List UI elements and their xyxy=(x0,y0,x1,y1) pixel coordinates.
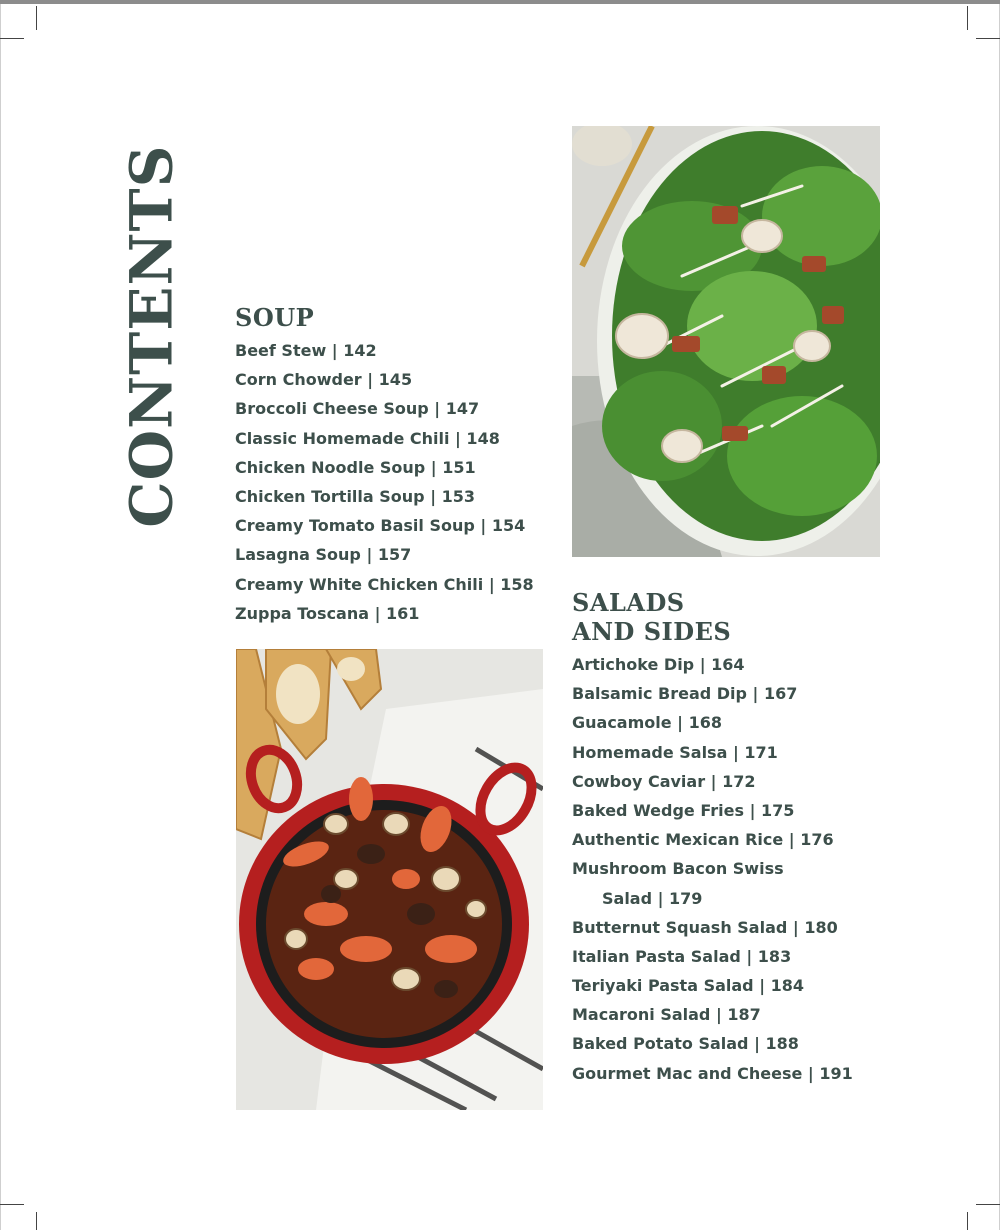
toc-entry[interactable]: Macaroni Salad | 187 xyxy=(572,1005,761,1025)
contents-title-text: CONTENTS xyxy=(118,143,187,528)
toc-entry[interactable]: Guacamole | 168 xyxy=(572,713,722,733)
stew-photo xyxy=(236,649,543,1110)
toc-entry[interactable]: Broccoli Cheese Soup | 147 xyxy=(235,399,480,419)
soup-heading: SOUP xyxy=(235,303,315,332)
toc-entry[interactable]: Corn Chowder | 145 xyxy=(235,370,413,390)
toc-entry[interactable]: Classic Homemade Chili | 148 xyxy=(235,428,500,448)
crop-mark xyxy=(0,1204,24,1205)
crop-mark xyxy=(976,38,1000,39)
soup-list xyxy=(235,340,534,632)
toc-entry[interactable]: Authentic Mexican Rice | 176 xyxy=(572,830,834,850)
crop-mark xyxy=(967,6,968,30)
toc-entry[interactable]: Beef Stew | 142 xyxy=(235,341,377,360)
toc-entry[interactable]: Mushroom Bacon Swiss xyxy=(572,859,784,879)
crop-mark xyxy=(36,1212,37,1230)
toc-entry[interactable]: Balsamic Bread Dip | 167 xyxy=(572,684,798,704)
toc-entry[interactable]: Chicken Noodle Soup | 151 xyxy=(235,457,476,477)
viewer-top-bar xyxy=(0,0,1000,4)
crop-mark xyxy=(36,6,37,30)
toc-entry[interactable]: Artichoke Dip | 164 xyxy=(572,655,745,674)
toc-entry[interactable]: Baked Potato Salad | 188 xyxy=(572,1034,799,1054)
page-border-left xyxy=(0,4,1,1230)
crop-mark xyxy=(976,1204,1000,1205)
toc-entry[interactable]: Gourmet Mac and Cheese | 191 xyxy=(572,1063,853,1083)
salads-heading xyxy=(572,588,731,646)
toc-entry[interactable]: Homemade Salsa | 171 xyxy=(572,742,778,762)
salads-heading-line1: SALADS xyxy=(572,588,685,617)
salads-list xyxy=(572,654,853,1092)
salads-heading-line2: AND SIDES xyxy=(572,617,732,646)
toc-entry[interactable]: Zuppa Toscana | 161 xyxy=(235,603,420,623)
toc-entry[interactable]: Cowboy Caviar | 172 xyxy=(572,771,756,791)
toc-entry[interactable]: Butternut Squash Salad | 180 xyxy=(572,917,838,937)
toc-entry[interactable]: Creamy White Chicken Chili | 158 xyxy=(235,574,534,594)
toc-entry[interactable]: Salad | 179 xyxy=(602,888,703,908)
toc-entry[interactable]: Teriyaki Pasta Salad | 184 xyxy=(572,976,805,996)
salad-photo xyxy=(572,126,880,557)
toc-entry[interactable]: Italian Pasta Salad | 183 xyxy=(572,946,792,966)
toc-entry[interactable]: Lasagna Soup | 157 xyxy=(235,545,412,565)
toc-entry[interactable]: Baked Wedge Fries | 175 xyxy=(572,800,795,820)
crop-mark xyxy=(967,1212,968,1230)
toc-entry[interactable]: Creamy Tomato Basil Soup | 154 xyxy=(235,516,526,536)
toc-entry[interactable]: Chicken Tortilla Soup | 153 xyxy=(235,486,476,506)
crop-mark xyxy=(0,38,24,39)
contents-title xyxy=(118,123,187,548)
